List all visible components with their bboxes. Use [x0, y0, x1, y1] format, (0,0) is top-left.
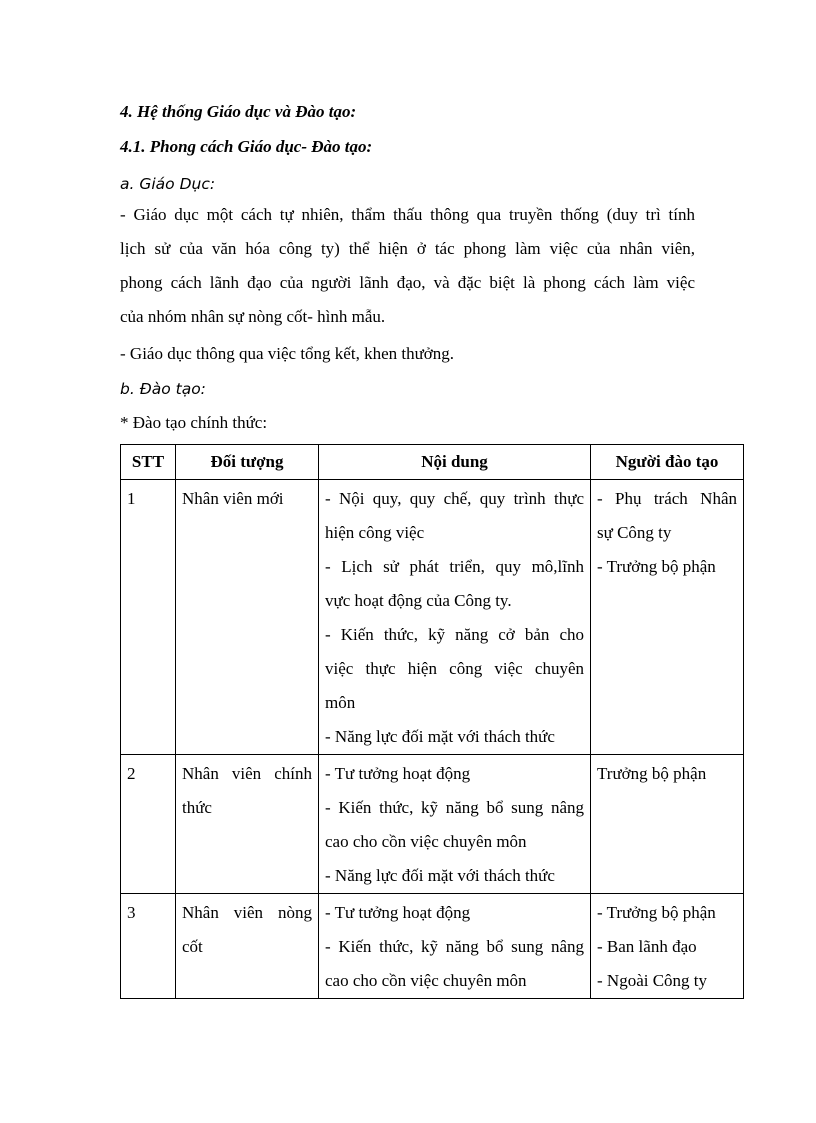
header-trainer: Người đào tạo — [591, 445, 744, 480]
cell-text: sự Công ty — [597, 523, 672, 542]
paragraph-line: phong cách lãnh đạo của người lãnh đạo, và đặc biệt là phong cách làm việc — [120, 273, 695, 292]
cell-trainer — [591, 480, 744, 755]
paragraph-line: lịch sử của văn hóa công ty) thể hiện ở tác phong làm việc của nhân viên, — [120, 239, 695, 258]
cell-text: - Ban lãnh đạo — [597, 937, 697, 956]
cell-text: việc thực hiện công việc chuyên — [325, 659, 584, 678]
cell-text: - Phụ trách Nhân — [597, 489, 737, 508]
cell-text: Nhân viên nòng — [182, 903, 312, 922]
cell-text: môn — [325, 693, 356, 712]
table-row — [121, 480, 744, 755]
training-table — [120, 444, 744, 999]
cell-text: thức — [182, 798, 212, 817]
part-b-title: b. Đào tạo: — [120, 380, 206, 398]
cell-text: hiện công việc — [325, 523, 425, 542]
cell-content — [319, 480, 591, 755]
cell-text: - Trưởng bộ phận — [597, 903, 716, 922]
cell-text: - Lịch sử phát triển, quy mô,lĩnh — [325, 557, 584, 576]
part-a-title: a. Giáo Dục: — [120, 175, 216, 193]
cell-text: Trưởng bộ phận — [597, 764, 707, 783]
cell-target — [176, 480, 319, 755]
cell-trainer — [591, 755, 744, 894]
cell-target — [176, 894, 319, 999]
cell-text: cốt — [182, 937, 203, 956]
cell-stt: 2 — [121, 755, 176, 894]
cell-text: - Tư tưởng hoạt động — [325, 903, 471, 922]
cell-text: Nhân viên chính — [182, 764, 312, 783]
cell-text: cao cho cồn việc chuyên môn — [325, 832, 527, 851]
header-target: Đối tượng — [176, 445, 319, 480]
cell-trainer — [591, 894, 744, 999]
part-a-paragraph-2: - Giáo dục thông qua việc tổng kết, khen thưởng. — [120, 344, 455, 363]
cell-content — [319, 755, 591, 894]
cell-stt: 3 — [121, 894, 176, 999]
cell-text: - Kiến thức, kỹ năng cở bản cho — [325, 625, 584, 644]
section-heading: 4. Hệ thống Giáo dục và Đào tạo: — [120, 102, 357, 121]
header-stt: STT — [121, 445, 176, 480]
cell-text: - Tư tưởng hoạt động — [325, 764, 471, 783]
subsection-heading: 4.1. Phong cách Giáo dục- Đào tạo: — [120, 137, 373, 156]
table-row — [121, 755, 744, 894]
table-row — [121, 894, 744, 999]
cell-target — [176, 755, 319, 894]
cell-text: - Nội quy, quy chế, quy trình thực — [325, 489, 584, 508]
cell-text: Nhân viên mới — [182, 489, 284, 508]
cell-text: - Năng lực đối mặt với thách thức — [325, 866, 555, 885]
cell-content — [319, 894, 591, 999]
cell-text: - Kiến thức, kỹ năng bổ sung nâng — [325, 937, 584, 956]
cell-text: - Trưởng bộ phận — [597, 557, 716, 576]
part-a-paragraph-1 — [120, 198, 695, 334]
table-header-row — [121, 445, 744, 480]
cell-text: vực hoạt động của Công ty. — [325, 591, 512, 610]
cell-text: - Ngoài Công ty — [597, 971, 708, 990]
cell-text: cao cho cồn việc chuyên môn — [325, 971, 527, 990]
cell-stt: 1 — [121, 480, 176, 755]
cell-text: - Năng lực đối mặt với thách thức — [325, 727, 555, 746]
paragraph-line: của nhóm nhân sự nòng cốt- hình mẫu. — [120, 307, 386, 326]
cell-text: - Kiến thức, kỹ năng bổ sung nâng — [325, 798, 584, 817]
part-b-intro: * Đào tạo chính thức: — [120, 413, 268, 432]
header-content: Nội dung — [319, 445, 591, 480]
paragraph-line: - Giáo dục một cách tự nhiên, thẩm thấu thông qua truyền thống (duy trì tính — [120, 205, 695, 224]
